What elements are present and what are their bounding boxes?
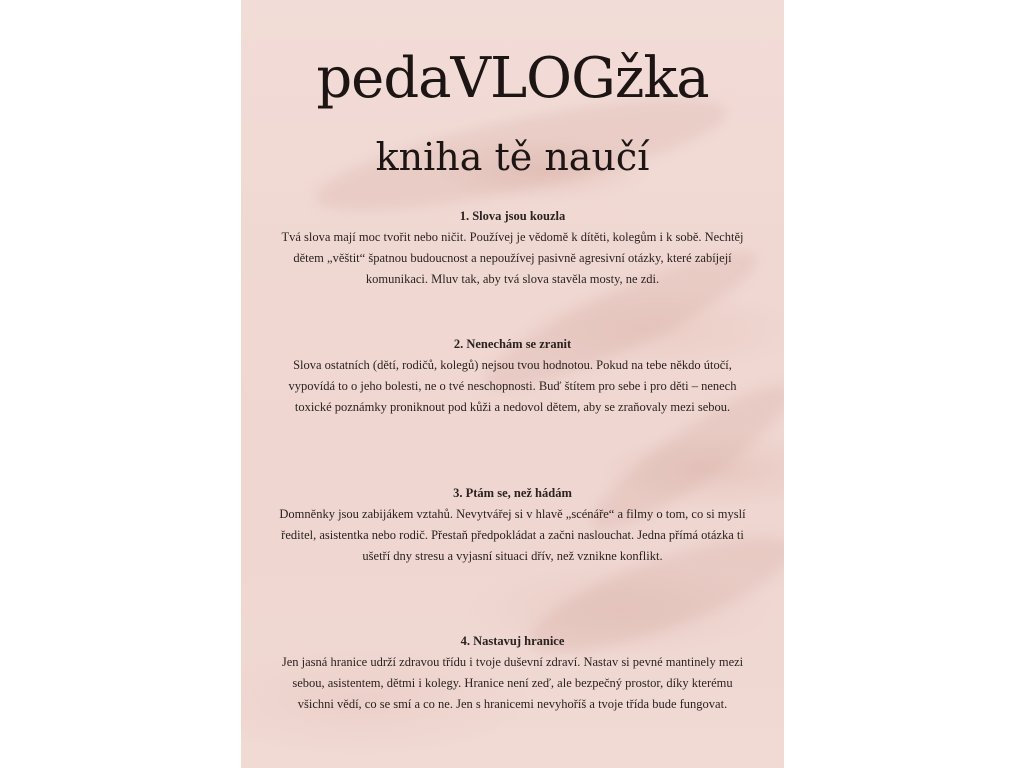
page-subtitle: kniha tě naučí [375, 135, 650, 179]
page-title: pedaVLOGžka [316, 46, 709, 111]
poster-page [241, 0, 784, 768]
section-ptam-se-nez-hadam [277, 483, 748, 568]
section-nastavuj-hranice [277, 631, 748, 716]
section-nenecham-se-zranit [277, 334, 748, 419]
section-text: Domněnky jsou zabijákem vztahů. Nevytvářej si v hlavě „scénáře“ a filmy o tom, co si myslí ředitel, asistentka nebo rodič. Přestaň předpokládat a začni naslouchat. Jedna přímá otázka ti ušetří dny stresu a vyjasní situaci dřív, než vznikne konflikt. [279, 507, 746, 564]
section-heading: 2. Nenechám se zranit [453, 337, 572, 351]
section-text: Jen jasná hranice udrží zdravou třídu i tvoje duševní zdraví. Nastav si pevné mantinely mezi sebou, asistentem, dětmi i kolegy. Hranice není zeď, ale bezpečný prostor, díky kterému všichni vědí, co se smí a co ne. Jen s hranicemi nevyhoříš a tvoje třída bude fungovat. [281, 655, 744, 712]
section-heading: 4. Nastavuj hranice [460, 634, 565, 648]
section-heading: 3. Ptám se, než hádám [453, 486, 572, 500]
section-text: Slova ostatních (dětí, rodičů, kolegů) nejsou tvou hodnotou. Pokud na tebe někdo útočí, vypovídá to o jeho bolesti, ne o tvé neschopnosti. Buď štítem pro sebe i pro děti – nenech toxické poznámky proniknout pod kůži a nedovol dětem, aby se zraňovaly mezi sebou. [288, 358, 737, 415]
section-slova-jsou-kouzla [277, 206, 748, 291]
section-heading: 1. Slova jsou kouzla [459, 209, 566, 223]
section-text: Tvá slova mají moc tvořit nebo ničit. Používej je vědomě k dítěti, kolegům i k sobě. Nechtěj dětem „věštit“ špatnou budoucnost a nepoužívej pasivně agresivní otázky, které zabíjejí komunikaci. Mluv tak, aby tvá slova stavěla mosty, ne zdi. [281, 230, 744, 287]
